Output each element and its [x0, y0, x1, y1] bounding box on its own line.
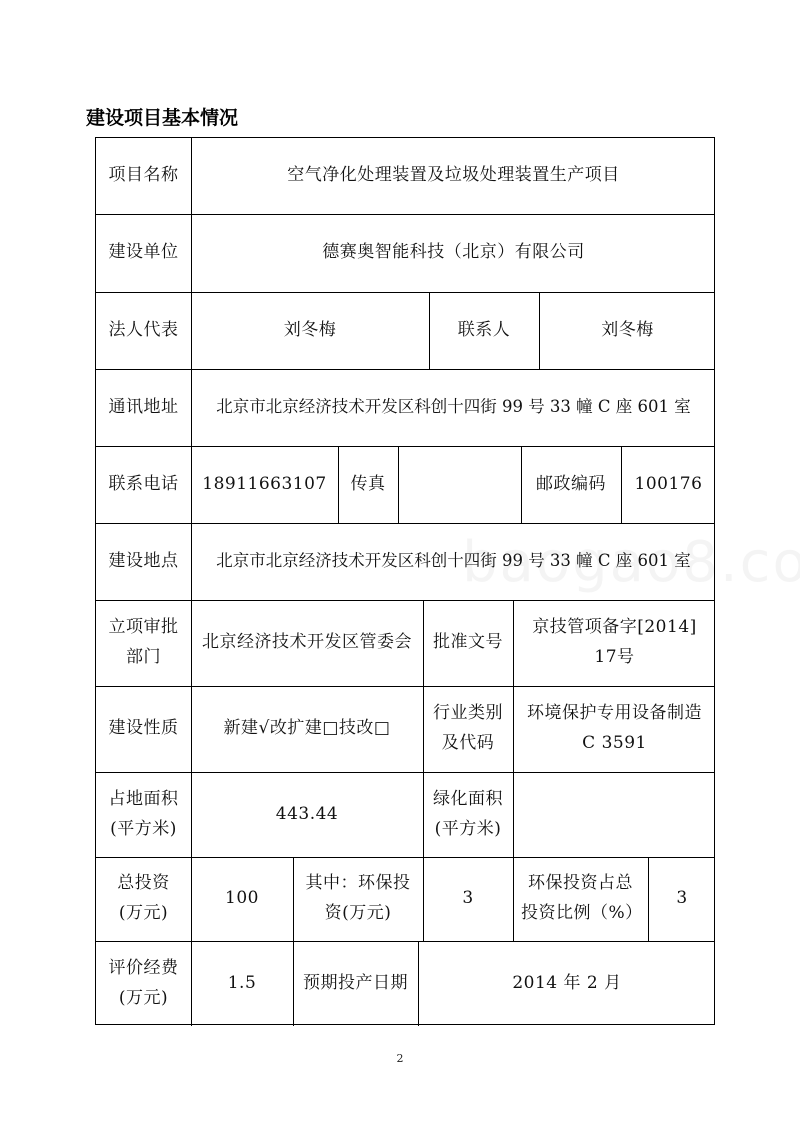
project-name-label: 项目名称	[108, 165, 179, 186]
approval-doc-value: 京技管项备字[2014]17号	[532, 617, 697, 667]
industry-label: 行业类别及代码	[433, 703, 503, 753]
postcode-label: 邮政编码	[536, 473, 606, 494]
env-investment-value: 3	[462, 888, 474, 909]
fax-label: 传真	[350, 473, 386, 494]
env-ratio-value: 3	[676, 888, 688, 909]
green-area-value	[513, 772, 716, 857]
approval-value: 北京经济技术开发区管委会	[202, 632, 412, 653]
postcode-value: 100176	[634, 473, 703, 494]
project-info-table	[95, 137, 726, 1025]
builder-value: 德赛奥智能科技（北京）有限公司	[322, 242, 585, 263]
production-date-label: 预期投产日期	[303, 972, 408, 993]
total-investment-label: 总投资(万元)	[117, 873, 170, 923]
green-area-label: 绿化面积(平方米)	[433, 788, 503, 839]
contact-value: 刘冬梅	[601, 319, 654, 340]
area-label: 占地面积(平方米)	[108, 788, 179, 839]
approval-doc-label: 批准文号	[433, 632, 503, 653]
area-value: 443.44	[275, 803, 339, 824]
nature-value: 新建√改扩建□技改□	[223, 718, 391, 739]
approval-label: 立项审批部门	[108, 617, 179, 667]
production-date-value: 2014 年 2 月	[512, 972, 622, 993]
builder-label: 建设单位	[108, 242, 179, 263]
eval-fee-label: 评价经费(万元)	[108, 957, 179, 1008]
env-ratio-label: 环保投资占总投资比例（%）	[521, 873, 643, 923]
env-investment-label: 其中：环保投资(万元)	[305, 873, 411, 923]
page-number: 2	[396, 1052, 404, 1065]
legal-rep-label: 法人代表	[108, 319, 179, 340]
phone-label: 联系电话	[108, 473, 179, 494]
eval-fee-value: 1.5	[227, 972, 257, 993]
fax-value	[398, 446, 521, 523]
page-title: 建设项目基本情况	[86, 107, 239, 129]
address-label: 通讯地址	[108, 396, 179, 417]
nature-label: 建设性质	[108, 718, 179, 739]
total-investment-value: 100	[225, 888, 259, 909]
contact-label: 联系人	[457, 319, 511, 340]
site-value: 北京市北京经济技术开发区科创十四街 99 号 33 幢 C 座 601 室	[216, 551, 691, 571]
industry-value: 环境保护专用设备制造 C 3591	[527, 703, 726, 753]
address-value: 北京市北京经济技术开发区科创十四街 99 号 33 幢 C 座 601 室	[216, 397, 691, 417]
legal-rep-value: 刘冬梅	[283, 319, 337, 340]
site-label: 建设地点	[108, 550, 179, 571]
phone-value: 18911663107	[202, 473, 327, 494]
project-name-value: 空气净化处理装置及垃圾处理装置生产项目	[287, 165, 620, 186]
